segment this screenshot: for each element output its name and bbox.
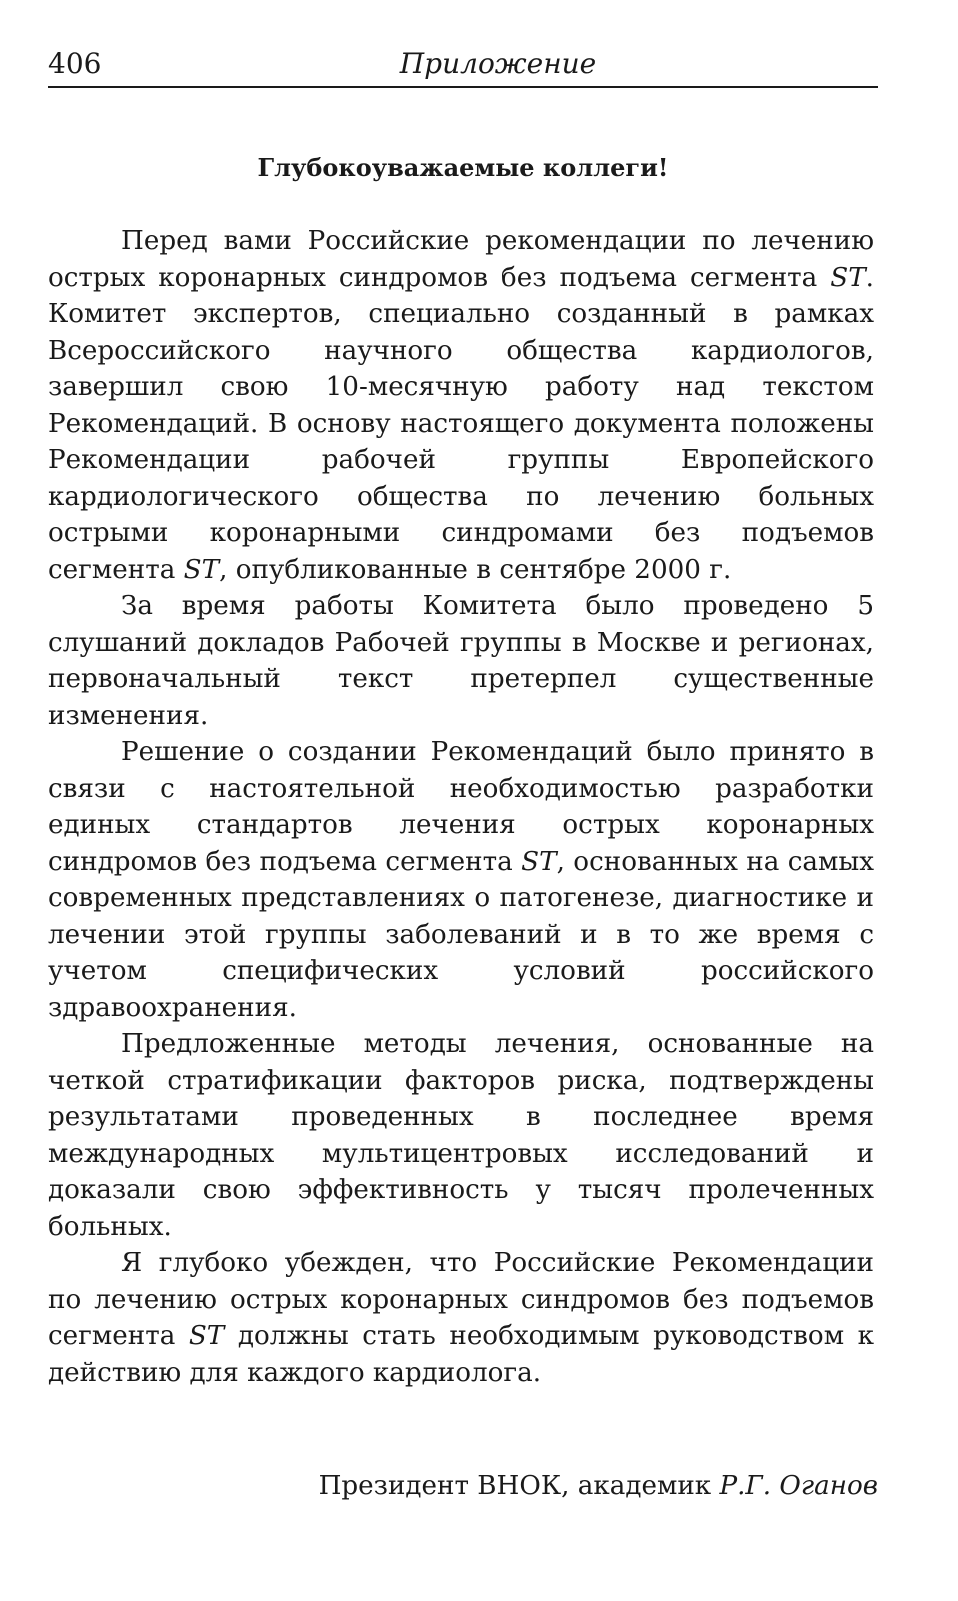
paragraph-1-part-b: . Комитет экспертов, специально созданный в рамках Всероссийского научного общества кардиологов, завершил свою 10-месячную работу над текстом Рекомендаций. В основу настоящего документа положены Рекомендации рабочей группы Европейского кардиологического общества по лечению больных острыми коронарными синдромами без подъемов сегмента — [48, 262, 874, 585]
signature-name: Р.Г. Оганов — [719, 1471, 878, 1501]
paragraph-3-part-a: Решение о создании Рекомендаций было принято в связи с настоятельной необходимостью разработки единых стандартов лечения острых коронарных синдромов без подъема сегмента — [48, 737, 874, 877]
st-segment-label: ST — [521, 846, 557, 877]
paragraph-1-part-c: , опубликованные в сентябре 2000 г. — [219, 554, 732, 585]
paragraph-5-part-b: должны стать необходимым руководством к действию для каждого кардиолога. — [48, 1321, 874, 1388]
signature-title: Президент ВНОК, академик — [318, 1471, 720, 1501]
st-segment-label: ST — [188, 1321, 225, 1351]
letter-body — [48, 223, 874, 1391]
paragraph-5 — [48, 1245, 874, 1391]
st-segment-label: ST — [830, 262, 866, 293]
paragraph-4: Предложенные методы лечения, основанные на четкой стратификации факторов риска, подтверждены результатами проведенных в последнее время международных мультицентровых исследований и доказали свою эффективность у тысяч пролеченных больных. — [48, 1029, 874, 1242]
greeting-heading: Глубокоуважаемые коллеги! — [257, 153, 669, 182]
paragraph-1-part-a: Перед вами Российские рекомендации по лечению острых коронарных синдромов без подъема сегмента — [48, 226, 874, 293]
paragraph-3-part-b: , основанных на самых современных представлениях о патогенезе, диагностике и лечении этой группы заболеваний и в то же время с учетом специфических условий российского здравоохранения. — [48, 846, 875, 1023]
paragraph-2: За время работы Комитета было проведено 5 слушаний докладов Рабочей группы в Москве и регионах, первоначальный текст претерпел существенные изменения. — [48, 591, 874, 731]
paragraph-1 — [48, 223, 874, 588]
running-head: Приложение — [399, 47, 597, 80]
st-segment-label: ST — [183, 554, 220, 585]
page-header — [48, 44, 878, 88]
paragraph-5-part-a: Я глубоко убежден, что Российские Рекомендации по лечению острых коронарных синдромов без подъемов сегмента — [48, 1248, 874, 1351]
page-number: 406 — [48, 47, 102, 80]
signature-line — [48, 1468, 878, 1504]
paragraph-3 — [48, 734, 874, 1026]
